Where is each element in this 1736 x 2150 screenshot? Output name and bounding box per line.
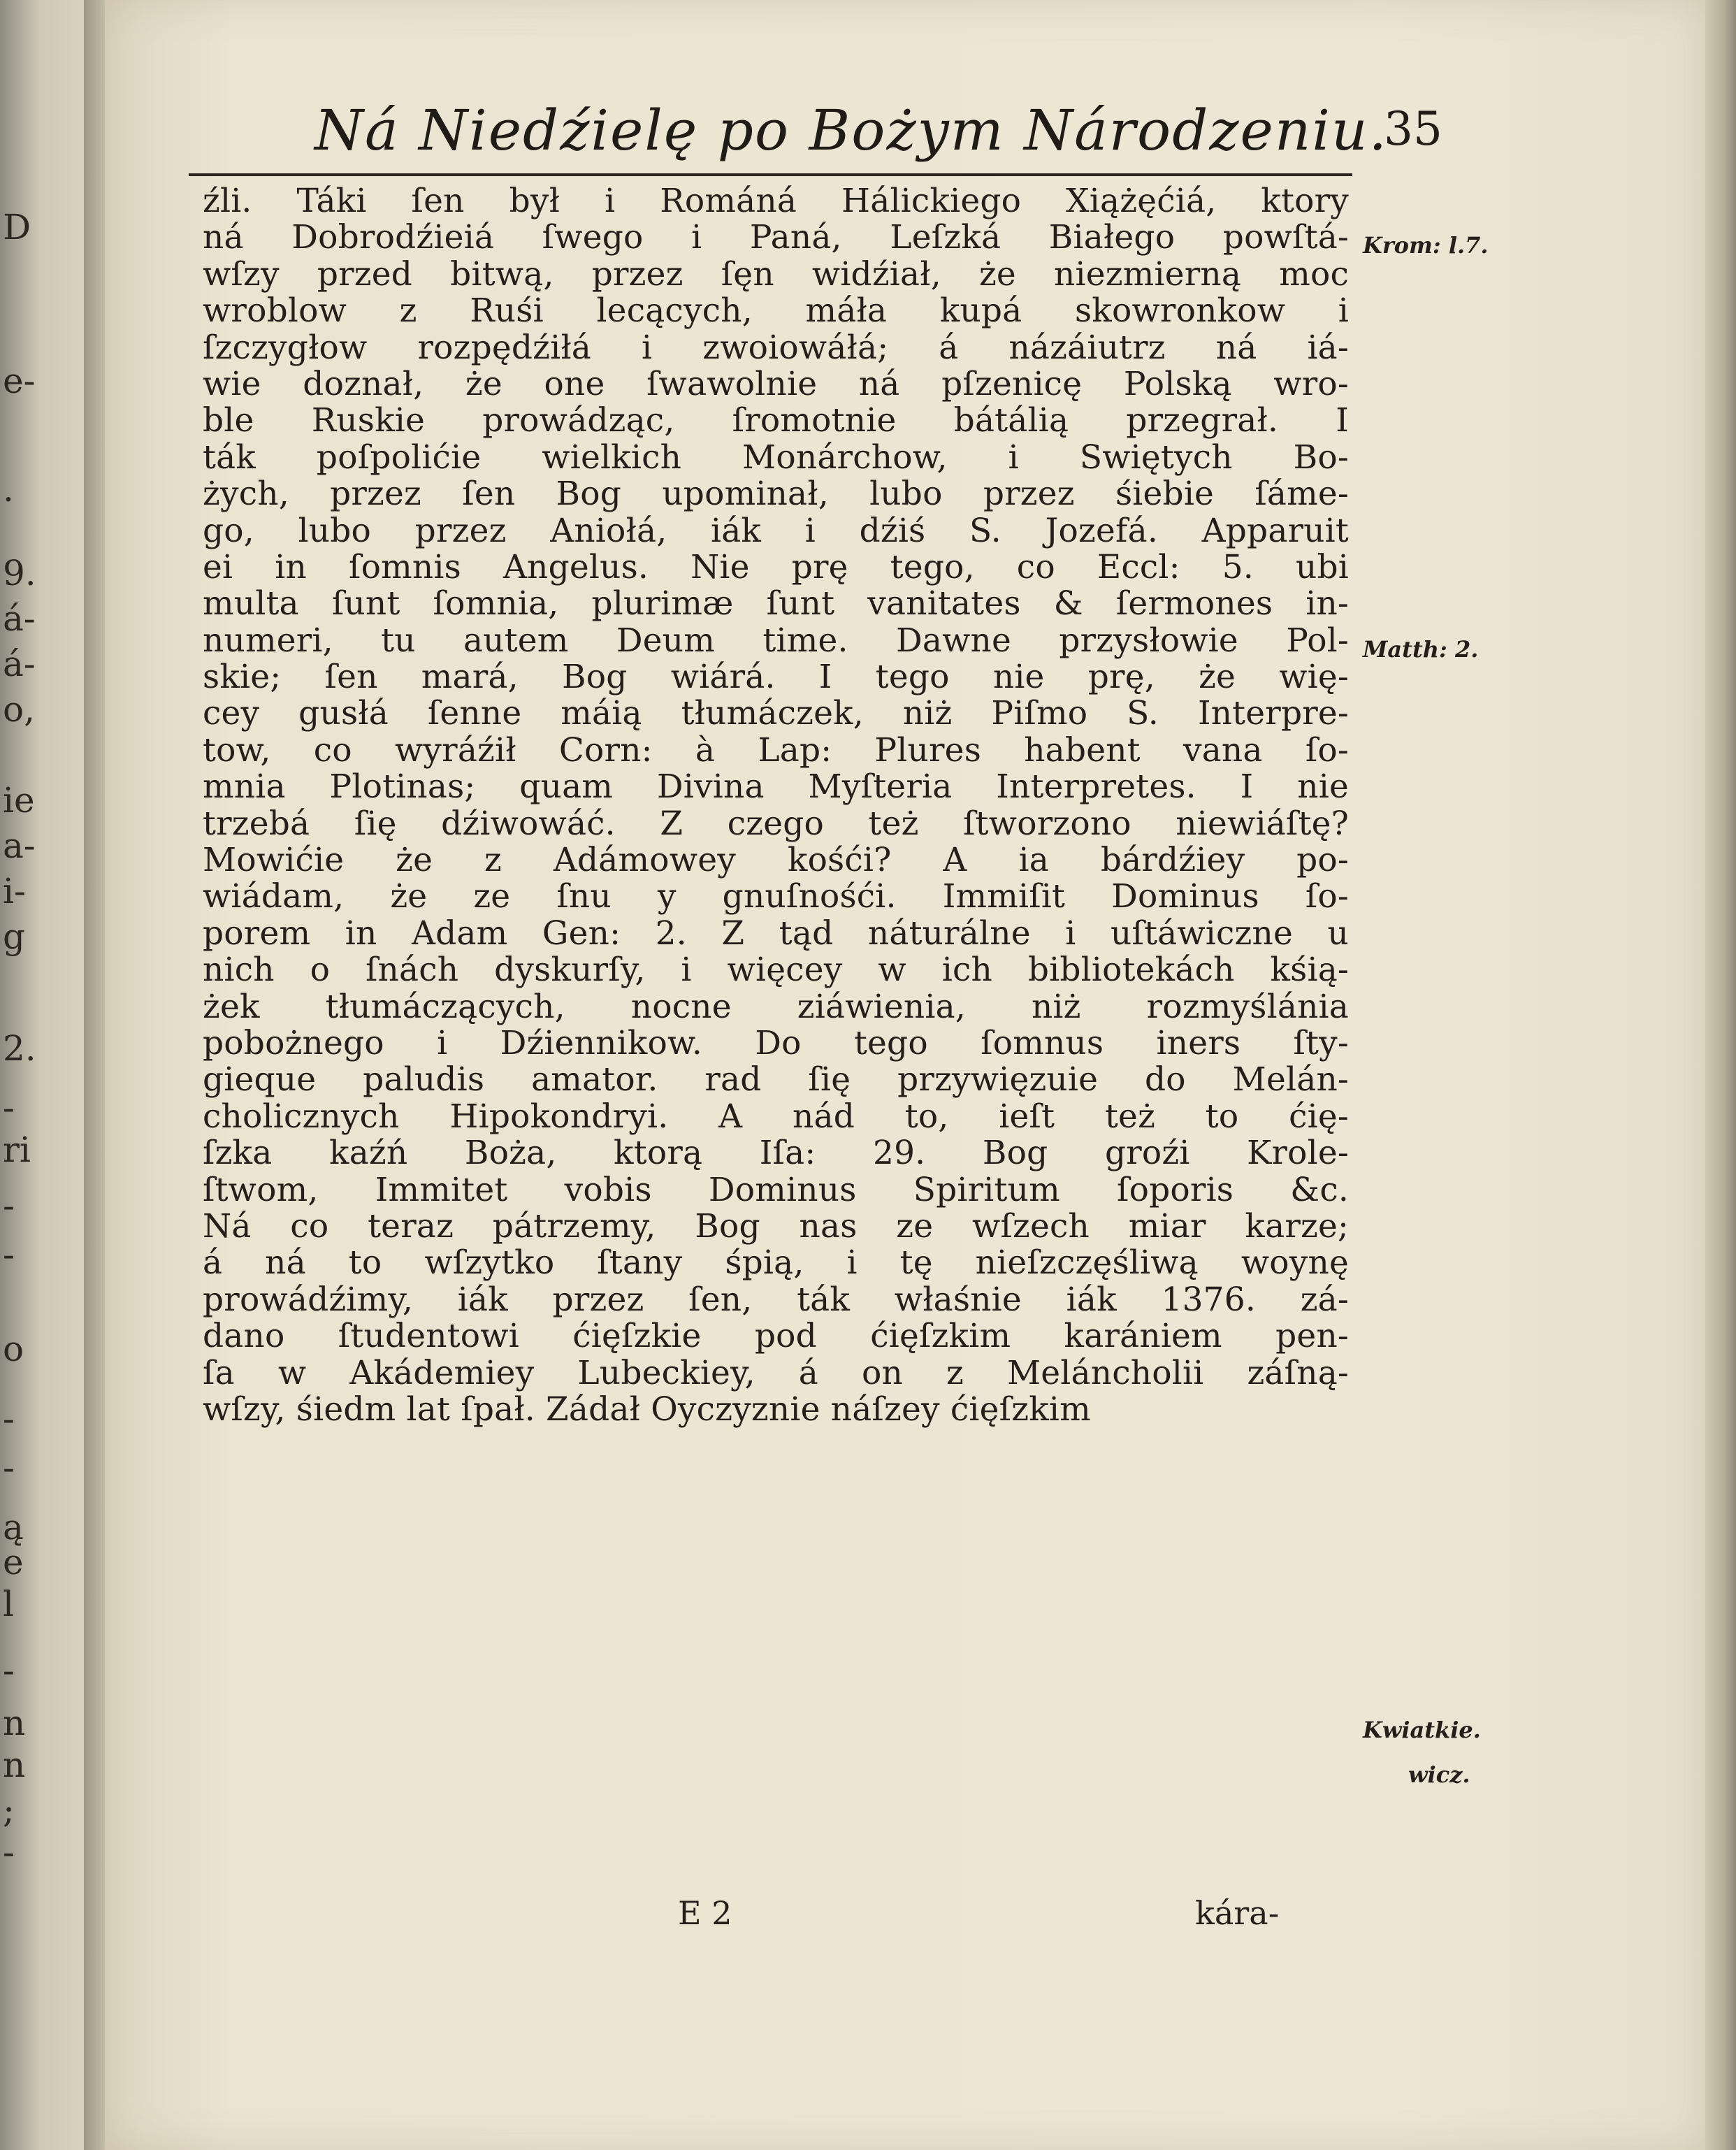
signature-mark: E 2 [678,1894,732,1932]
text-line: multa ſunt ſomnia, plurimæ ſunt vanitates & ſermones in- [203,584,1349,623]
text-line: wſzy, śiedm lat ſpał. Zádał Oyczyznie náſzey ćięſzkim [203,1390,1091,1429]
left-page-fragment: o, [3,689,35,730]
text-line: wroblow z Ruśi lecących, máła kupá skowronkow i [203,291,1349,331]
text-line: porem in Adam Gen: 2. Z tąd náturálne i uſtáwiczne u [203,914,1349,953]
text-line: dano ſtudentowi ćięſzkie pod ćięſzkim karániem pen- [203,1317,1349,1356]
margin-note: wicz. [1408,1761,1470,1788]
text-line: żek tłumáczących, nocne ziáwienia, niż rozmyślánia [203,987,1349,1026]
page-edge-shadow [1705,0,1736,2150]
margin-note: Krom: l.7. [1363,232,1489,259]
text-line: ſzczygłow rozpędźiłá i zwoiowáłá; á názáiutrz ná iá- [203,328,1349,367]
left-page-fragment: a- [3,825,36,866]
text-line: mnia Plotinas; quam Divina Myſteria Interpretes. I nie [203,767,1349,807]
text-line: ei in ſomnis Angelus. Nie prę tego, co Eccl: 5. ubi [203,547,1349,586]
left-page-fragment: - [3,1399,15,1439]
left-page-fragment: 2. [3,1028,36,1069]
left-page-fragment: - [3,1234,15,1275]
page-number: 35 [1384,102,1442,156]
text-line: Ná co teraz pátrzemy, Bog nas ze wſzech miar karze; [203,1206,1349,1246]
text-line: wiádam, że ze ſnu y gnuſnośći. Immiſit Dominus ſo- [203,877,1349,916]
left-page-fragment: á- [3,644,36,684]
left-page-fragment: o [3,1329,24,1369]
text-line: numeri, tu autem Deum time. Dawne przysłowie Pol- [203,621,1349,660]
body-text [203,183,1349,1428]
left-page-fragment: g [3,916,26,957]
text-line: Mowićie że z Adámowey kośći? A ia bárdźiey po- [203,841,1349,880]
left-page-fragment: - [3,1832,15,1873]
left-page-fragment: . [3,469,14,510]
left-page-fragment: ri [3,1130,31,1170]
text-line: cholicznych Hipokondryi. A nád to, ieſt też to ćię- [203,1097,1349,1136]
text-line: ták poſpolićie wielkich Monárchow, i Swiętych Bo- [203,438,1349,477]
left-page-fragment: ie [3,780,35,821]
margin-note: Matth: 2. [1363,636,1479,663]
text-line: trzebá ſię dźiwowáć. Z czego też ſtworzono niewiáſtę? [203,804,1349,843]
left-page-fragment: e [3,1542,24,1582]
left-page-edge [0,0,98,2150]
text-line: ble Ruskie prowádząc, ſromotnie bátálią przegrał. I [203,401,1349,440]
left-page-fragment: ; [3,1790,15,1831]
left-page-fragment: n [3,1745,26,1785]
text-line: żych, przez ſen Bog upominał, lubo przez śiebie ſáme- [203,475,1349,514]
left-page-fragment: - [3,1185,15,1226]
text-line: wſzy przed bitwą, przez ſęn widźiał, że niezmierną moc [203,254,1349,294]
text-line: skie; ſen mará, Bog wiárá. I tego nie prę, że wię- [203,658,1349,697]
margin-note: Kwiatkie. [1363,1717,1481,1743]
left-page-fragment: i- [3,871,26,911]
text-line: pobożnego i Dźiennikow. Do tego ſomnus iners ſty- [203,1023,1349,1062]
page-header [210,91,1442,175]
text-line: źli. Táki ſen był i Románá Hálickiego Xiążęćiá, ktory [203,182,1349,220]
header-rule [189,173,1352,176]
running-title: Ná Niedźielę po Bożym Národzeniu. [314,98,1388,163]
text-line: á ná to wſzytko ſtany śpią, i tę nieſzczęśliwą woynę [203,1243,1349,1283]
text-line: cey gusłá ſenne máią tłumáczek, niż Piſmo S. Interpre- [203,694,1349,733]
text-line: tow, co wyráźił Corn: à Lap: Plures habent vana ſo- [203,730,1349,770]
left-page-fragment: D [3,207,31,247]
left-page-fragment: 9. [3,553,36,593]
text-line: ſtwom, Immitet vobis Dominus Spiritum ſoporis &c. [203,1170,1349,1209]
left-page-fragment: - [3,1088,15,1128]
left-page-fragment: ą [3,1507,24,1547]
left-page-fragment: á- [3,598,36,639]
left-page-fragment: e- [3,361,36,401]
text-line: go, lubo przez Aniołá, iák i dźiś S. Jozefá. Apparuit [203,511,1349,550]
left-page-fragment: - [3,1448,15,1488]
left-page-fragment: l [3,1584,14,1624]
left-page-fragment: - [3,1650,15,1691]
left-page-fragment: n [3,1703,26,1743]
page-footer [203,1894,1349,1936]
text-line: nich o ſnách dyskurſy, i więcey w ich bibliotekách kśią- [203,951,1349,990]
text-line: gieque paludis amator. rad ſię przywięzuie do Melán- [203,1060,1349,1099]
text-line: ſa w Akádemiey Lubeckiey, á on z Meláncholii záſną- [203,1353,1349,1392]
text-line: ſzka kaźń Boża, ktorą Iſa: 29. Bog groźi Krole- [203,1134,1349,1173]
catchword: kára- [1195,1894,1280,1932]
text-line: prowádźimy, iák przez ſen, ták właśnie iák 1376. zá- [203,1280,1349,1319]
text-line: ná Dobrodźieiá ſwego i Paná, Leſzká Białego powſtá- [203,218,1349,257]
text-line: wie doznał, że one ſwawolnie ná pſzenicę Polską wro- [203,364,1349,403]
